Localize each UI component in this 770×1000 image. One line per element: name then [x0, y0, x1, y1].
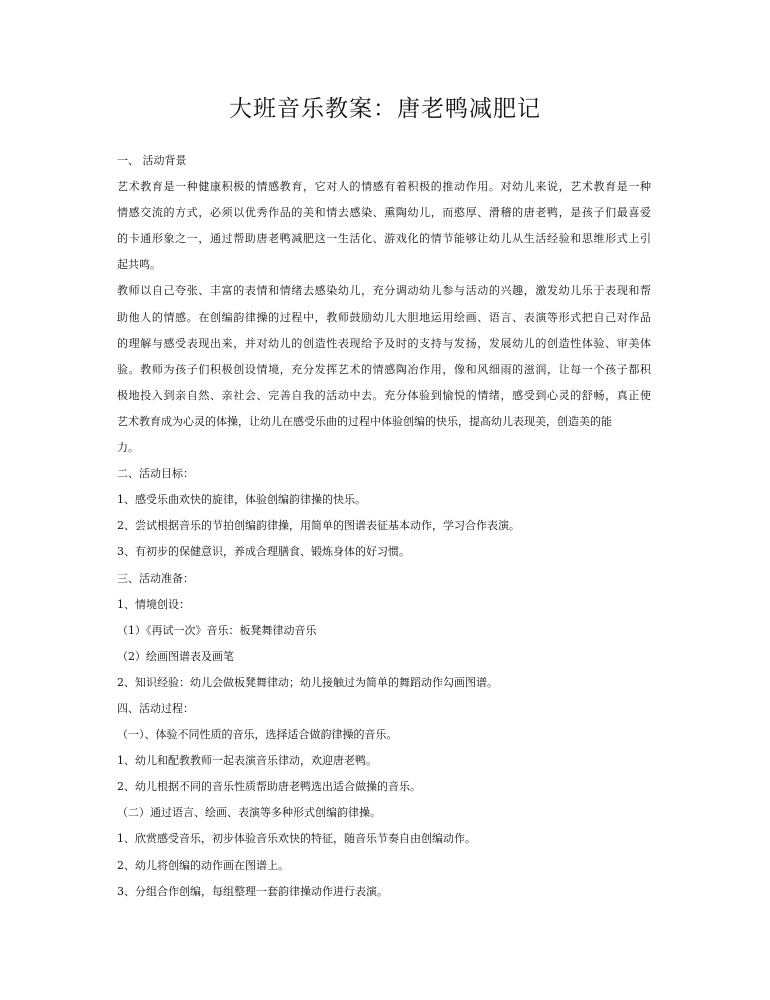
- text-line: 一、 活动背景: [117, 154, 187, 167]
- text-line: 1、情境创设：: [117, 597, 190, 611]
- text-line: 2、知识经验：幼儿会做板凳舞律动；幼儿接触过为简单的舞蹈动作勾画图谱。: [117, 675, 498, 689]
- text-line: 助他人的情感。在创编韵律操的过程中，教师鼓励幼儿大胆地运用绘画、语言、表演等形式把自己对作品: [117, 310, 651, 324]
- text-line: （1）《再试一次》音乐：板凳舞律动音乐: [117, 623, 317, 637]
- text-line: （2）绘画图谱表及画笔: [117, 649, 234, 663]
- text-line: 艺术教育是一种健康积极的情感教育，它对人的情感有着积极的推动作用。对幼儿来说，艺术教育是一种: [117, 180, 651, 194]
- text-line: 的卡通形象之一，通过帮助唐老鸭减肥这一生活化、游戏化的情节能够让幼儿从生活经验和思维形式上引: [117, 232, 651, 246]
- text-line: 1、感受乐曲欢快的旋律，体验创编韵律操的快乐。: [117, 493, 366, 507]
- text-line: 二、活动目标：: [117, 467, 194, 481]
- text-line: 1、欣赏感受音乐，初步体验音乐欢快的特征，随音乐节奏自由创编动作。: [117, 832, 476, 846]
- text-line: （一）、体验不同性质的音乐，选择适合做韵律操的音乐。: [117, 728, 398, 742]
- text-line: 的理解与感受表现出来，并对幼儿的创造性表现给予及时的支持与发扬，发展幼儿的创造性体验、审美体: [117, 336, 651, 350]
- text-line: 艺术教育成为心灵的体操，让幼儿在感受乐曲的过程中体验创编的快乐，提高幼儿表现美，创造美的能: [117, 414, 612, 428]
- text-line: 极地投入到亲自然、亲社会、完善自我的活动中去。充分体验到愉悦的情绪，感受到心灵的舒畅，真正使: [117, 388, 651, 402]
- text-line: 3、有初步的保健意识，养成合理膳食、锻炼身体的好习惯。: [117, 545, 410, 559]
- document-title: 大班音乐教案：唐老鸭减肥记: [229, 96, 541, 122]
- text-line: 3、分组合作创编，每组整理一套韵律操动作进行表演。: [117, 884, 388, 898]
- text-line: （二）通过语言、绘画、表演等多种形式创编韵律操。: [117, 806, 381, 820]
- text-line: 起共鸣。: [117, 258, 161, 272]
- text-line: 教师以自己夸张、丰富的表情和情绪去感染幼儿，充分调动幼儿参与活动的兴趣，激发幼儿乐于表现和帮: [117, 284, 651, 298]
- text-line: 2、幼儿将创编的动作画在图谱上。: [117, 858, 289, 872]
- text-line: 2、尝试根据音乐的节拍创编韵律操，用简单的图谱表征基本动作，学习合作表演。: [117, 519, 520, 533]
- text-line: 验。教师为孩子们积极创设情境，充分发挥艺术的情感陶冶作用，像和风细雨的滋润，让每一个孩子都积: [117, 362, 651, 376]
- text-line: 三、活动准备：: [117, 571, 194, 585]
- text-line: 情感交流的方式，必须以优秀作品的美和情去感染、熏陶幼儿，而憨厚、滑稽的唐老鸭，是孩子们最喜爱: [117, 206, 651, 220]
- text-line: 力。: [117, 441, 139, 455]
- document-body: [117, 152, 651, 909]
- text-line: 四、活动过程：: [117, 701, 194, 715]
- text-line: 1、幼儿和配教教师一起表演音乐律动，欢迎唐老鸭。: [117, 754, 377, 768]
- text-line: 2、幼儿根据不同的音乐性质帮助唐老鸭选出适合做操的音乐。: [117, 780, 421, 794]
